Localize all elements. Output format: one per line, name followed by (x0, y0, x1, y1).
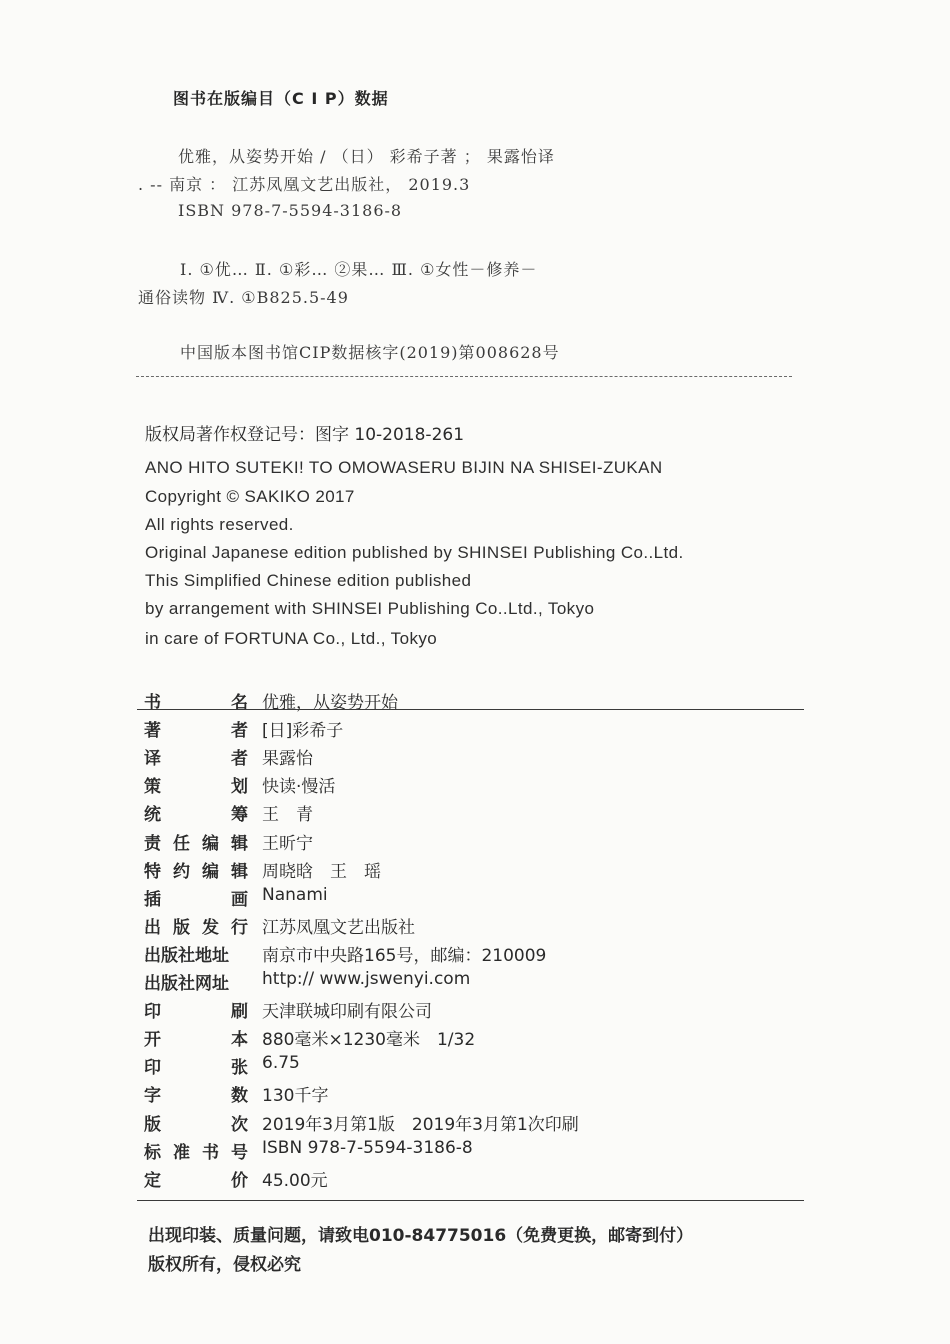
imprint-label (144, 1110, 248, 1135)
imprint-label (144, 941, 248, 966)
imprint-value: http:// www.jswenyi.com (262, 969, 471, 989)
cip-classification-line-2: 通俗读物 Ⅳ. ①B825.5-49 (138, 288, 349, 307)
imprint-label (144, 913, 248, 938)
imprint-label-char: 开 (144, 1030, 161, 1050)
imprint-label-char: 辑 (231, 834, 248, 854)
imprint-label-char: 出版社网址 (144, 974, 229, 994)
imprint-label-char: 者 (231, 749, 248, 769)
imprint-label-char: 数 (231, 1086, 248, 1106)
imprint-row (140, 1081, 800, 1107)
imprint-label-char: 译 (144, 749, 161, 769)
imprint-value: 130千字 (262, 1086, 329, 1106)
imprint-row (140, 772, 800, 798)
imprint-label (144, 1166, 248, 1191)
imprint-label-char: 价 (231, 1171, 248, 1191)
imprint-value: 6.75 (262, 1053, 300, 1073)
english-rights: All rights reserved. (145, 515, 294, 534)
imprint-row (140, 997, 800, 1023)
cip-publisher-line: . -- 南京 ： 江苏凤凰文艺出版社， 2019.3 (138, 175, 471, 194)
imprint-label-char: 策 (144, 777, 161, 797)
imprint-label-char: 任 (173, 834, 190, 854)
imprint-label (144, 829, 248, 854)
imprint-label-char: 印 (144, 1002, 161, 1022)
imprint-label-char: 画 (231, 890, 248, 910)
imprint-label-char: 出版社地址 (144, 946, 229, 966)
imprint-label-char: 准 (173, 1143, 190, 1163)
imprint-value: [日]彩希子 (262, 721, 344, 741)
imprint-label-char: 印 (144, 1058, 161, 1078)
imprint-row (140, 1053, 800, 1079)
imprint-label-char: 版 (144, 1115, 161, 1135)
imprint-label (144, 1053, 248, 1078)
imprint-label (144, 1081, 248, 1106)
imprint-value: 天津联城印刷有限公司 (262, 1002, 432, 1022)
imprint-label-char: 刷 (231, 1002, 248, 1022)
imprint-label-char: 次 (231, 1115, 248, 1135)
imprint-label-char: 编 (202, 862, 219, 882)
cip-title-line: 优雅，从姿势开始 / （日） 彩希子著 ； 果露怡译 (178, 147, 555, 166)
imprint-row (140, 969, 800, 995)
rights-notice: 版权所有，侵权必究 (148, 1255, 301, 1275)
imprint-row (140, 716, 800, 742)
imprint-value: 果露怡 (262, 749, 313, 769)
imprint-value: 王昕宁 (262, 834, 313, 854)
imprint-value: 南京市中央路165号，邮编：210009 (262, 946, 547, 966)
imprint-label (144, 800, 248, 825)
imprint-label-char: 名 (231, 693, 248, 713)
imprint-label (144, 1138, 248, 1163)
imprint-label-char: 版 (173, 918, 190, 938)
imprint-label-char: 发 (202, 918, 219, 938)
imprint-label-char: 本 (231, 1030, 248, 1050)
imprint-label-char: 约 (173, 862, 190, 882)
imprint-label-char: 出 (144, 918, 161, 938)
imprint-label (144, 997, 248, 1022)
imprint-value: Nanami (262, 885, 328, 905)
imprint-label-char: 责 (144, 834, 161, 854)
imprint-label (144, 744, 248, 769)
imprint-row (140, 1166, 800, 1192)
cip-classification-line: Ⅰ. ①优… Ⅱ. ①彩… ②果… Ⅲ. ①女性－修养－ (180, 260, 538, 279)
imprint-value: ISBN 978-7-5594-3186-8 (262, 1138, 473, 1158)
imprint-value: 880毫米×1230毫米 1/32 (262, 1030, 476, 1050)
imprint-label-char: 统 (144, 805, 161, 825)
imprint-row (140, 688, 800, 714)
imprint-label-char: 张 (231, 1058, 248, 1078)
imprint-label (144, 969, 248, 994)
imprint-label (144, 772, 248, 797)
imprint-row (140, 744, 800, 770)
english-copyright: Copyright © SAKIKO 2017 (145, 487, 355, 506)
imprint-value: 优雅，从姿势开始 (262, 693, 398, 713)
imprint-value: 快读·慢活 (262, 777, 336, 797)
english-original-edition: Original Japanese edition published by SHINSEI Publishing Co..Ltd. (145, 543, 684, 562)
imprint-value: 王 青 (262, 805, 313, 825)
imprint-row (140, 913, 800, 939)
imprint-row (140, 800, 800, 826)
imprint-label (144, 1025, 248, 1050)
copyright-registration: 版权局著作权登记号：图字 10-2018-261 (145, 425, 465, 445)
imprint-row (140, 1110, 800, 1136)
imprint-label-char: 者 (231, 721, 248, 741)
imprint-row (140, 1025, 800, 1051)
imprint-label (144, 857, 248, 882)
english-simplified-edition: This Simplified Chinese edition published (145, 571, 472, 590)
imprint-label-char: 书 (202, 1143, 219, 1163)
imprint-label-char: 辑 (231, 862, 248, 882)
english-agency: in care of FORTUNA Co., Ltd., Tokyo (145, 629, 438, 648)
imprint-label-char: 编 (202, 834, 219, 854)
imprint-value: 45.00元 (262, 1171, 328, 1191)
cip-isbn-line: ISBN 978-7-5594-3186-8 (178, 201, 403, 220)
imprint-label-char: 标 (144, 1143, 161, 1163)
dashed-divider (136, 376, 792, 377)
quality-notice: 出现印装、质量问题，请致电010-84775016（免费更换，邮寄到付） (148, 1226, 694, 1246)
imprint-bottom-rule (137, 1200, 804, 1201)
imprint-row (140, 941, 800, 967)
imprint-row (140, 857, 800, 883)
imprint-top-rule (137, 709, 804, 710)
imprint-label (144, 716, 248, 741)
english-original-title: ANO HITO SUTEKI! TO OMOWASERU BIJIN NA SHISEI-ZUKAN (145, 458, 663, 477)
imprint-label-char: 划 (231, 777, 248, 797)
imprint-label-char: 书 (144, 693, 161, 713)
english-arrangement: by arrangement with SHINSEI Publishing Co..Ltd., Tokyo (145, 599, 595, 618)
imprint-row (140, 829, 800, 855)
cip-heading: 图书在版编目（C I P）数据 (173, 89, 389, 108)
imprint-label (144, 885, 248, 910)
cip-verification-number: 中国版本图书馆CIP数据核字(2019)第008628号 (180, 343, 560, 362)
imprint-row (140, 885, 800, 911)
imprint-row (140, 1138, 800, 1164)
imprint-label-char: 行 (231, 918, 248, 938)
imprint-label-char: 字 (144, 1086, 161, 1106)
imprint-label-char: 插 (144, 890, 161, 910)
imprint-value: 2019年3月第1版 2019年3月第1次印刷 (262, 1115, 579, 1135)
imprint-label-char: 号 (231, 1143, 248, 1163)
imprint-label-char: 筹 (231, 805, 248, 825)
imprint-label-char: 定 (144, 1171, 161, 1191)
imprint-label-char: 著 (144, 721, 161, 741)
imprint-value: 江苏凤凰文艺出版社 (262, 918, 415, 938)
imprint-value: 周晓晗 王 瑶 (262, 862, 381, 882)
imprint-label-char: 特 (144, 862, 161, 882)
